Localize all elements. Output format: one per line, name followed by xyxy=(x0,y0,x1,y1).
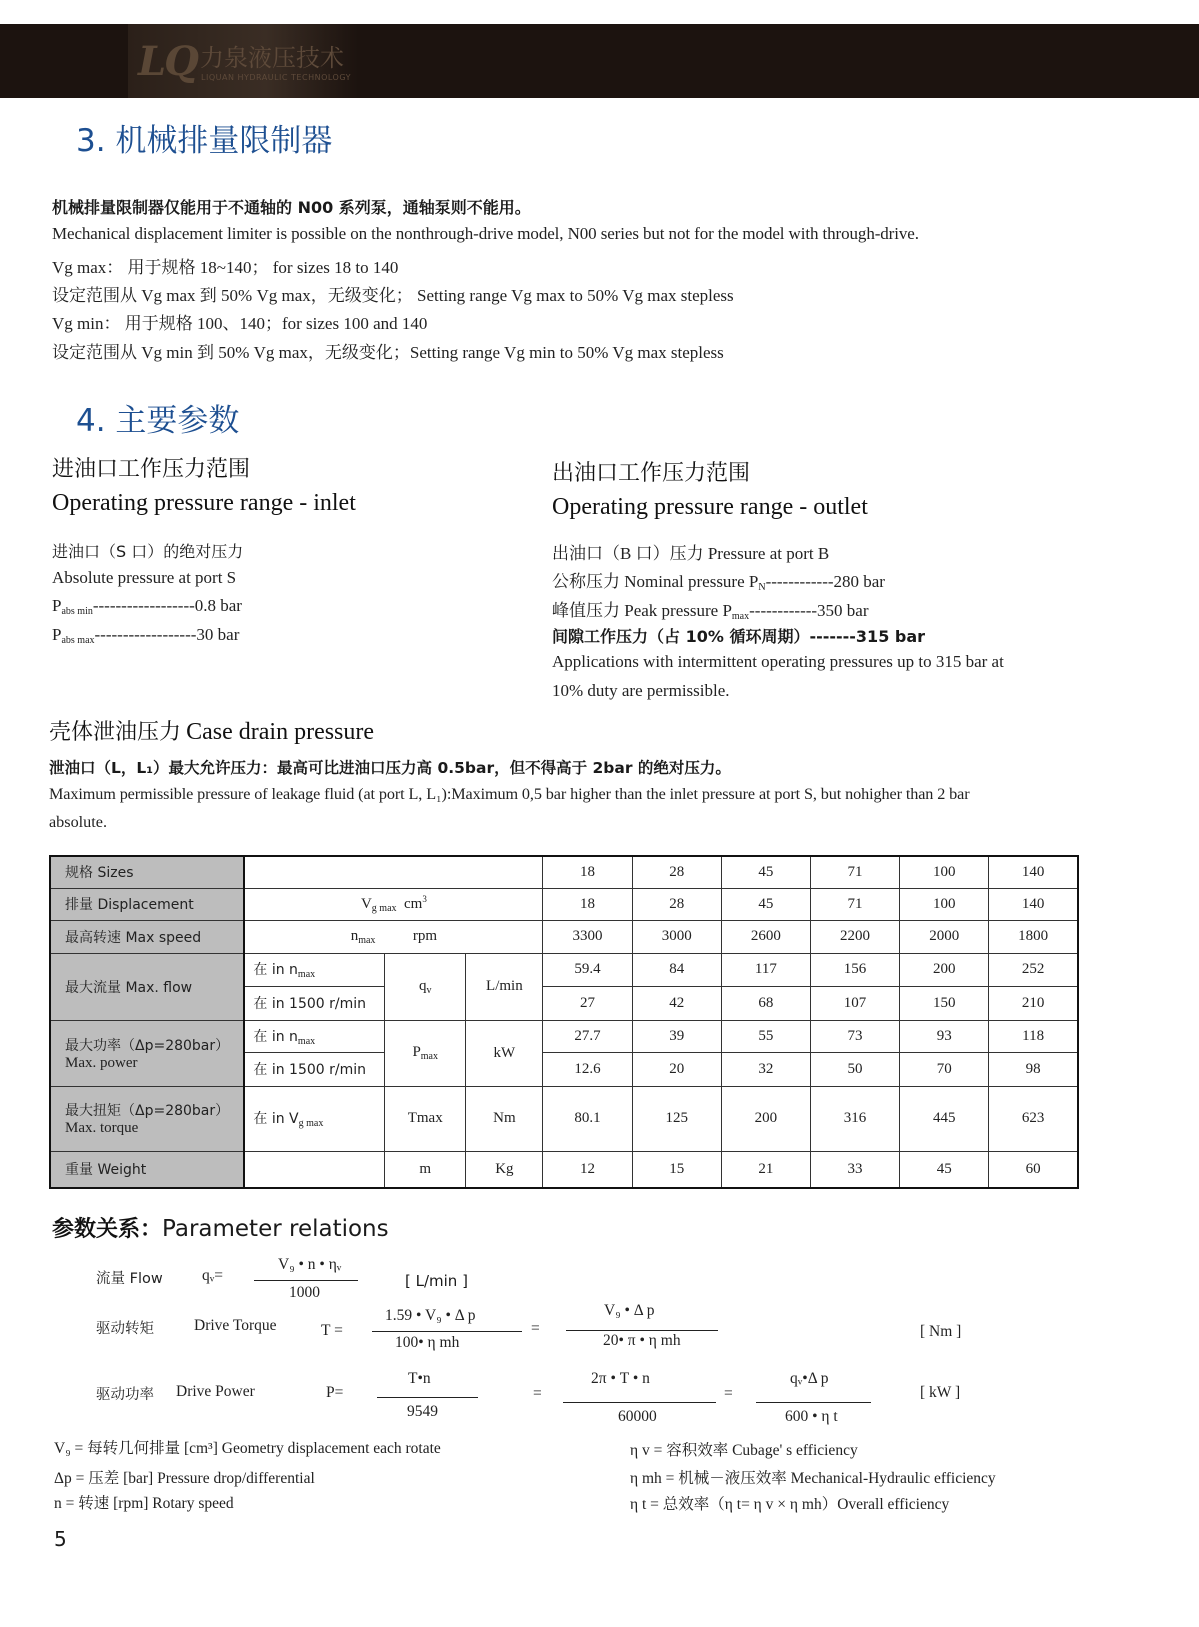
section-4-title: 4. 主要参数 xyxy=(76,403,240,439)
speed-value: 2000 xyxy=(900,920,989,953)
speed-symbol: $n_{max}$ rpm xyxy=(244,920,543,953)
header-band xyxy=(0,24,1199,98)
flow-symbol: $q_v$ xyxy=(385,953,466,1020)
label-max-power: 最大功率（Δp=280bar） Max. power xyxy=(50,1020,244,1086)
sec3-vgmin-line: Vg min： 用于规格 100、140；for sizes 100 and 140 xyxy=(52,314,428,333)
power-value: 32 xyxy=(721,1052,810,1086)
torque-value: 80.1 xyxy=(543,1086,632,1151)
power-unit: kW xyxy=(466,1020,543,1086)
torque-fraction-bar-1 xyxy=(372,1331,522,1332)
row-displacement xyxy=(50,888,1078,920)
power-value: 55 xyxy=(721,1020,810,1052)
speed-value: 2600 xyxy=(721,920,810,953)
outlet-peak-pressure: 峰值压力 Peak pressure $P_{max}------------350$ bar xyxy=(552,601,869,622)
displacement-value: 71 xyxy=(810,888,899,920)
inlet-abs-pressure-en: Absolute pressure at port S xyxy=(52,568,237,587)
sec3-para-cn: 机械排量限制器仅能用于不通轴的 N00 系列泵，通轴泵则不能用。 xyxy=(52,198,531,217)
power-formula-lhs: P= xyxy=(326,1384,344,1401)
power-value: 73 xyxy=(810,1020,899,1052)
label-displacement: 排量 Displacement xyxy=(50,888,244,920)
speed-value: 2200 xyxy=(810,920,899,953)
flow-formula-numerator: V₉ • n • ηᵥ xyxy=(278,1256,342,1273)
power-value: 93 xyxy=(900,1020,989,1052)
power-value: 98 xyxy=(989,1052,1078,1086)
torque-formula-num1: 1.59 • V₉ • Δ p xyxy=(385,1307,476,1324)
flow-value: 252 xyxy=(989,953,1078,986)
label-sizes: 规格 Sizes xyxy=(50,856,244,888)
flow-unit: L/min xyxy=(466,953,543,1020)
row-max-speed xyxy=(50,920,1078,953)
displacement-value: 18 xyxy=(543,888,632,920)
flow-value: 27 xyxy=(543,986,632,1020)
logo-english-name: LIQUAN HYDRAULIC TECHNOLOGY xyxy=(201,73,352,82)
company-logo xyxy=(128,24,358,98)
outlet-applications-line-1: Applications with intermittent operating pressures up to 315 bar at xyxy=(552,652,1004,671)
outlet-intermittent-pressure: 间隙工作压力（占 10% 循环周期）-------315 bar xyxy=(552,627,926,646)
weight-symbol: m xyxy=(385,1151,466,1188)
row-max-power-1 xyxy=(50,1020,1078,1052)
flow-formula-unit: [ L/min ] xyxy=(405,1272,468,1290)
legend-eta-mh: η mh = 机械－液压效率 Mechanical-Hydraulic efficiency xyxy=(630,1470,996,1487)
torque-value: 316 xyxy=(810,1086,899,1151)
inlet-title-en: Operating pressure range - inlet xyxy=(52,490,356,516)
case-drain-en-line-1: Maximum permissible pressure of leakage fluid (at port L, L₁):Maximum 0,5 bar higher than the inlet pressure at port S, but nohigher than 2 bar xyxy=(49,785,970,803)
sec3-range-line-2: 设定范围从 Vg min 到 50% Vg max，无级变化；Setting range Vg min to 50% Vg max stepless xyxy=(52,343,724,362)
flow-value: 150 xyxy=(900,986,989,1020)
displacement-value: 45 xyxy=(721,888,810,920)
torque-fraction-bar-2 xyxy=(566,1330,718,1331)
power-fraction-bar-3 xyxy=(756,1402,871,1403)
inlet-title-cn: 进油口工作压力范围 xyxy=(52,457,251,482)
legend-eta-v: η v = 容积效率 Cubage' s efficiency xyxy=(630,1442,858,1459)
power-formula-den1: 9549 xyxy=(407,1403,438,1420)
torque-unit: Nm xyxy=(466,1086,543,1151)
weight-value: 21 xyxy=(721,1151,810,1188)
torque-formula-lhs: T = xyxy=(321,1322,343,1339)
legend-eta-t: η t = 总效率（η t= η v × η mh）Overall efficiency xyxy=(630,1496,950,1513)
power-formula-den2: 60000 xyxy=(618,1408,657,1425)
logo-chinese-name: 力泉液压技术 xyxy=(200,44,344,72)
weight-value: 60 xyxy=(989,1151,1078,1188)
row-weight xyxy=(50,1151,1078,1188)
power-value: 39 xyxy=(632,1020,721,1052)
flow-value: 210 xyxy=(989,986,1078,1020)
torque-symbol: Tmax xyxy=(385,1086,466,1151)
flow-value: 68 xyxy=(721,986,810,1020)
sec3-vgmax-line: Vg max： 用于规格 18~140； for sizes 18 to 140 xyxy=(52,258,399,277)
flow-value: 59.4 xyxy=(543,953,632,986)
case-drain-en-line-2: absolute. xyxy=(49,813,107,831)
outlet-applications-line-2: 10% duty are permissible. xyxy=(552,681,730,700)
flow-value: 107 xyxy=(810,986,899,1020)
sec3-para-en: Mechanical displacement limiter is possible on the nonthrough-drive model, N00 series but not for the model with through-drive. xyxy=(52,224,919,243)
size-cell: 71 xyxy=(810,856,899,888)
power-value: 20 xyxy=(632,1052,721,1086)
outlet-port-b: 出油口（B 口）压力 Pressure at port B xyxy=(552,544,830,563)
displacement-value: 100 xyxy=(900,888,989,920)
inlet-pabs-max: $P_{abs max}------------------30$ bar xyxy=(52,625,240,646)
torque-value: 623 xyxy=(989,1086,1078,1151)
flow-value: 200 xyxy=(900,953,989,986)
label-max-flow: 最大流量 Max. flow xyxy=(50,953,244,1020)
power-value: 27.7 xyxy=(543,1020,632,1052)
torque-formula-den1: 100• η mh xyxy=(395,1334,460,1351)
size-cell: 18 xyxy=(543,856,632,888)
outlet-title-en: Operating pressure range - outlet xyxy=(552,494,868,520)
power-condition-nmax: 在 in $n_{max}$ xyxy=(244,1020,384,1052)
row-max-torque xyxy=(50,1086,1078,1151)
flow-value: 117 xyxy=(721,953,810,986)
relations-title: 参数关系：Parameter relations xyxy=(52,1216,389,1242)
weight-value: 33 xyxy=(810,1151,899,1188)
size-cell: 100 xyxy=(900,856,989,888)
label-max-torque: 最大扭矩（Δp=280bar） Max. torque xyxy=(50,1086,244,1151)
flow-value: 156 xyxy=(810,953,899,986)
displacement-value: 28 xyxy=(632,888,721,920)
power-formula-den3: 600 • η t xyxy=(785,1408,838,1425)
label-max-speed: 最高转速 Max speed xyxy=(50,920,244,953)
legend-n: n = 转速 [rpm] Rotary speed xyxy=(54,1495,234,1512)
power-formula-num1: T•n xyxy=(408,1370,431,1387)
power-value: 70 xyxy=(900,1052,989,1086)
power-formula-eq2: = xyxy=(724,1385,733,1402)
speed-value: 3300 xyxy=(543,920,632,953)
torque-formula-label-cn: 驱动转矩 xyxy=(96,1321,154,1337)
torque-value: 445 xyxy=(900,1086,989,1151)
weight-value: 15 xyxy=(632,1151,721,1188)
size-cell: 28 xyxy=(632,856,721,888)
power-fraction-bar-1 xyxy=(377,1397,478,1398)
power-formula-label-en: Drive Power xyxy=(176,1383,255,1400)
power-symbol: $P_{max}$ xyxy=(385,1020,466,1086)
flow-formula-lhs: qᵥ= xyxy=(202,1267,224,1284)
legend-vg: V₉ = 每转几何排量 [cm³] Geometry displacement each rotate xyxy=(54,1440,441,1457)
torque-formula-label-en: Drive Torque xyxy=(194,1317,277,1334)
flow-condition-nmax: 在 in $n_{max}$ xyxy=(244,953,384,986)
power-condition-1500: 在 in 1500 r/min xyxy=(244,1052,384,1086)
flow-value: 42 xyxy=(632,986,721,1020)
flow-fraction-bar xyxy=(254,1280,358,1281)
weight-value: 12 xyxy=(543,1151,632,1188)
torque-value: 125 xyxy=(632,1086,721,1151)
power-formula-num2: 2π • T • n xyxy=(591,1370,650,1387)
legend-delta-p: Δp = 压差 [bar] Pressure drop/differential xyxy=(54,1470,315,1487)
case-drain-title: 壳体泄油压力 Case drain pressure xyxy=(49,719,375,745)
torque-formula-unit: [ Nm ] xyxy=(920,1323,962,1340)
speed-value: 3000 xyxy=(632,920,721,953)
page-number: 5 xyxy=(54,1527,67,1551)
power-formula-label-cn: 驱动功率 xyxy=(96,1387,154,1403)
section-3-title: 3. 机械排量限制器 xyxy=(76,123,333,159)
displacement-value: 140 xyxy=(989,888,1078,920)
inlet-abs-pressure-cn: 进油口（S 口）的绝对压力 xyxy=(52,542,244,561)
power-value: 12.6 xyxy=(543,1052,632,1086)
size-cell: 45 xyxy=(721,856,810,888)
torque-formula-num2: V₉ • Δ p xyxy=(604,1302,655,1319)
sec3-range-line-1: 设定范围从 Vg max 到 50% Vg max，无级变化； Setting range Vg max to 50% Vg max stepless xyxy=(52,286,734,305)
speed-value: 1800 xyxy=(989,920,1078,953)
power-formula-unit: [ kW ] xyxy=(920,1384,961,1401)
row-sizes xyxy=(50,856,1078,888)
power-formula-num3: qᵥ•Δ p xyxy=(790,1370,829,1387)
spec-table xyxy=(49,855,1079,1189)
power-value: 118 xyxy=(989,1020,1078,1052)
outlet-title-cn: 出油口工作压力范围 xyxy=(552,461,751,486)
power-value: 50 xyxy=(810,1052,899,1086)
row-max-flow-1 xyxy=(50,953,1078,986)
torque-condition: 在 in $V_{g max}$ xyxy=(244,1086,384,1151)
weight-value: 45 xyxy=(900,1151,989,1188)
case-drain-cn: 泄油口（L，L₁）最大允许压力：最高可比进油口压力高 0.5bar，但不得高于 2bar 的绝对压力。 xyxy=(49,759,731,777)
displacement-symbol: $V_{g max}$ $cm^3$ xyxy=(244,888,543,920)
torque-formula-eq: = xyxy=(531,1320,540,1337)
power-fraction-bar-2 xyxy=(563,1402,716,1403)
torque-formula-den2: 20• π • η mh xyxy=(603,1332,681,1349)
logo-mark: LQ xyxy=(138,38,197,85)
inlet-pabs-min: $P_{abs min}------------------0.8$ bar xyxy=(52,596,242,617)
flow-formula-denominator: 1000 xyxy=(289,1284,320,1301)
flow-formula-label: 流量 Flow xyxy=(96,1271,163,1287)
flow-condition-1500: 在 in 1500 r/min xyxy=(244,986,384,1020)
flow-value: 84 xyxy=(632,953,721,986)
outlet-nominal-pressure: 公称压力 Nominal pressure $P_N------------280$ bar xyxy=(552,572,885,593)
label-weight: 重量 Weight xyxy=(50,1151,244,1188)
power-formula-eq1: = xyxy=(533,1385,542,1402)
size-cell: 140 xyxy=(989,856,1078,888)
torque-value: 200 xyxy=(721,1086,810,1151)
weight-unit: Kg xyxy=(466,1151,543,1188)
